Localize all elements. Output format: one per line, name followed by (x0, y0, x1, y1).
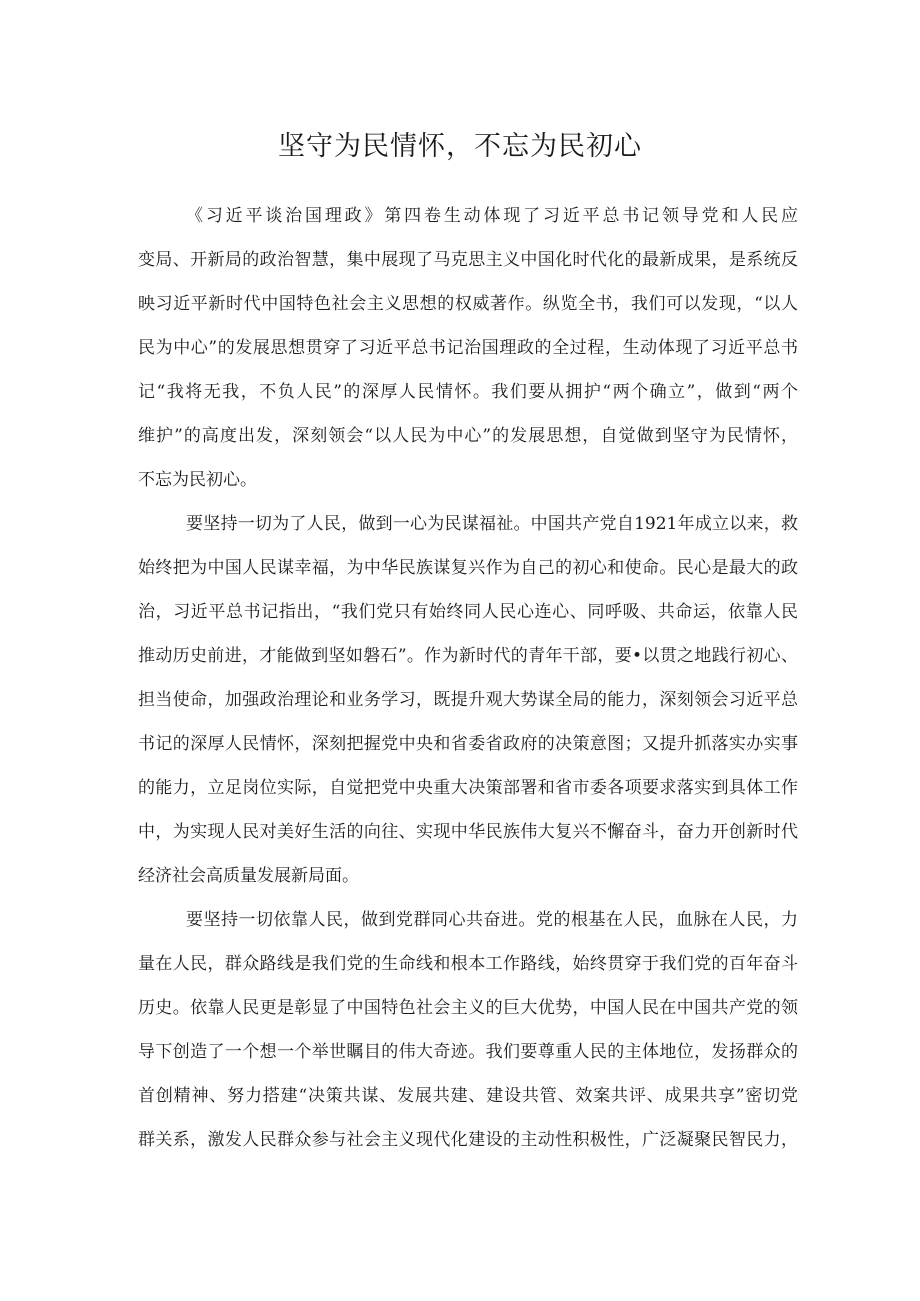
paragraph-1-line-1: 《习近平谈治国理政》第四卷生动体现了习近平总书记领导党和人民应 (186, 206, 798, 226)
paragraph-1-line-6: 维护”的高度出发，深刻领会“以人民为中心”的发展思想，自觉做到坚守为民情怀， (138, 426, 798, 446)
paragraph-2-line-2: 始终把为中国人民谋幸福，为中华民族谋复兴作为自己的初心和使命。民心是最大的政 (138, 558, 798, 578)
paragraph-3-line-2: 量在人民，群众路线是我们党的生命线和根本工作路线，始终贯穿于我们党的百年奋斗 (138, 954, 798, 974)
paragraph-1-line-2: 变局、开新局的政治智慧，集中展现了马克思主义中国化时代化的最新成果，是系统反 (138, 250, 798, 270)
paragraph-2-line-1: 要坚持一切为了人民，做到一心为民谋福祉。中国共产党自1921年成立以来，救 (186, 514, 798, 534)
paragraph-3-line-6: 群关系，激发人民群众参与社会主义现代化建设的主动性积极性，广泛凝聚民智民力， (138, 1130, 798, 1150)
paragraph-2-line-6: 书记的深厚人民情怀，深刻把握党中央和省委省政府的决策意图；又提升抓落实办实事 (138, 734, 798, 754)
paragraph-2-line-3: 治，习近平总书记指出，“我们党只有始终同人民心连心、同呼吸、共命运，依靠人民 (138, 602, 798, 622)
paragraph-1-line-7: 不忘为民初心。 (138, 470, 257, 490)
paragraph-1-line-3: 映习近平新时代中国特色社会主义思想的权威著作。纵览全书，我们可以发现，“以人 (138, 294, 798, 314)
paragraph-3-line-4: 导下创造了一个想一个举世瞩目的伟大奇迹。我们要尊重人民的主体地位，发扬群众的 (138, 1042, 798, 1062)
paragraph-1-line-5: 记“我将无我，不负人民”的深厚人民情怀。我们要从拥护“两个确立”，做到“两个 (138, 382, 798, 402)
paragraph-2-line-5: 担当使命，加强政治理论和业务学习，既提升观大势谋全局的能力，深刻领会习近平总 (138, 690, 798, 710)
paragraph-3-line-1: 要坚持一切依靠人民，做到党群同心共奋进。党的根基在人民，血脉在人民，力 (186, 910, 798, 930)
paragraph-2-line-9: 经济社会高质量发展新局面。 (138, 866, 359, 886)
paragraph-3-line-5: 首创精神、努力搭建“决策共谋、发展共建、建设共管、效案共评、成果共享”密切党 (138, 1086, 798, 1106)
paragraph-2-line-8: 中，为实现人民对美好生活的向往、实现中华民族伟大复兴不懈奋斗，奋力开创新时代 (138, 822, 798, 842)
paragraph-1-line-4: 民为中心”的发展思想贯穿了习近平总书记治国理政的全过程，生动体现了习近平总书 (138, 338, 798, 358)
paragraph-2-line-4: 推动历史前进，才能做到坚如磐石”。作为新时代的青年干部，要•以贯之地践行初心、 (138, 646, 798, 666)
paragraph-2-line-7: 的能力，立足岗位实际，自觉把党中央重大决策部署和省市委各项要求落实到具体工作 (138, 778, 798, 798)
document-title: 坚守为民情怀，不忘为民初心 (278, 131, 642, 162)
paragraph-3-line-3: 历史。依靠人民更是彰显了中国特色社会主义的巨大优势，中国人民在中国共产党的领 (138, 998, 798, 1018)
